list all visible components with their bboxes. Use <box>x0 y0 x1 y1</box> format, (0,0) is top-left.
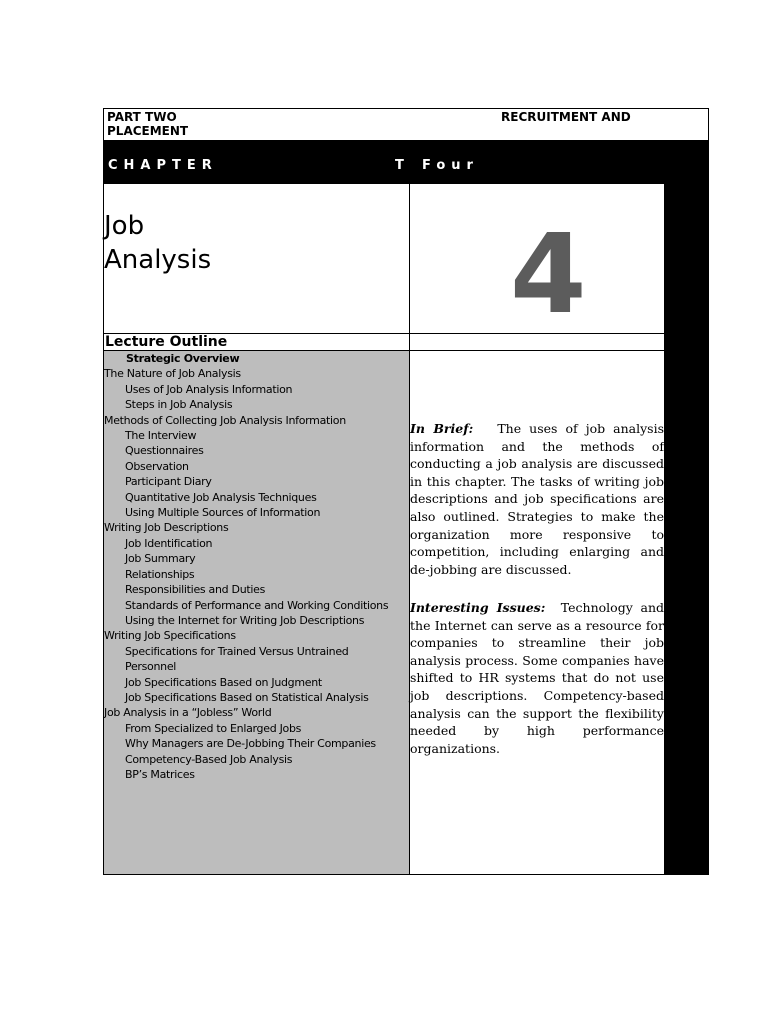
chapter-title: Job Analysis <box>104 211 212 275</box>
outline-heading-right-cell <box>410 334 664 351</box>
right-black-bar <box>664 184 708 874</box>
part-label: PART TWO PLACEMENT <box>107 110 189 138</box>
chapter-number: 4 <box>510 210 587 338</box>
section-label: RECRUITMENT AND <box>501 110 631 124</box>
outline-item: Job Analysis in a “Jobless” World <box>104 706 272 720</box>
outline-item: Job Identification <box>125 536 213 550</box>
in-brief-lead: In Brief: <box>410 421 474 436</box>
outline-list <box>104 351 409 782</box>
interesting-issues-paragraph <box>410 599 664 757</box>
outline-heading: Lecture Outline <box>104 334 410 351</box>
outline-item: Observation <box>125 459 189 473</box>
outline-item: From Specialized to Enlarged Jobs <box>125 721 302 735</box>
outline-item: Relationships <box>125 567 195 581</box>
summary-panel <box>410 351 664 874</box>
outline-item: Job Summary <box>125 552 196 566</box>
interesting-issues-lead: Interesting Issues: <box>410 600 546 615</box>
outline-item: Uses of Job Analysis Information <box>125 382 293 396</box>
outline-item: The Interview <box>125 429 197 443</box>
chapter-word: CHAPTER <box>108 158 218 173</box>
chapter-t: T <box>395 158 404 173</box>
outline-item: The Nature of Job Analysis <box>104 367 241 381</box>
outline-item: Competency-Based Job Analysis <box>125 752 293 766</box>
outline-item: Methods of Collecting Job Analysis Information <box>104 413 346 427</box>
outline-item: Steps in Job Analysis <box>125 398 233 412</box>
outline-item: Standards of Performance and Working Conditions <box>125 598 389 612</box>
outline-item: Using the Internet for Writing Job Descriptions <box>125 613 365 627</box>
outline-item: Participant Diary <box>125 475 212 489</box>
outline-item: Specifications for Trained Versus Untrained <box>125 644 349 658</box>
lecture-outline <box>104 351 410 874</box>
number-cell <box>410 184 664 338</box>
in-brief-paragraph <box>410 420 664 578</box>
outline-item: BP’s Matrices <box>125 767 195 781</box>
outline-item: Questionnaires <box>125 444 204 458</box>
outline-item: Responsibilities and Duties <box>125 583 266 597</box>
outline-item: Personnel <box>125 660 177 674</box>
title-cell <box>104 184 410 334</box>
chapter-band <box>104 140 708 184</box>
interesting-issues-text: Technology and the Internet can serve as a resource for companies to streamline their job analysis process. Some companies have shifted to HR systems that do not use job descriptions. Competency-based analysis can the support the flexibility needed by high performance organizations. <box>410 600 664 756</box>
outline-item: Writing Job Specifications <box>104 629 236 643</box>
in-brief-text: The uses of job analysis information and the methods of conducting a job analysis are discussed in this chapter. The tasks of writing job descriptions and job specifications are also outlined. Strategies to make the organization more responsive to competition, including enlarging and de-jobbing are discussed. <box>410 421 664 577</box>
chapter-number-word: Four <box>422 158 479 173</box>
part-header <box>104 109 708 140</box>
outline-item: Job Specifications Based on Statistical Analysis <box>125 690 369 704</box>
outline-item: Strategic Overview <box>126 352 240 365</box>
outline-item: Using Multiple Sources of Information <box>125 506 321 520</box>
outline-item: Why Managers are De-Jobbing Their Companies <box>125 737 376 751</box>
outline-item: Writing Job Descriptions <box>104 521 229 535</box>
outline-item: Quantitative Job Analysis Techniques <box>125 490 317 504</box>
outline-item: Job Specifications Based on Judgment <box>125 675 322 689</box>
